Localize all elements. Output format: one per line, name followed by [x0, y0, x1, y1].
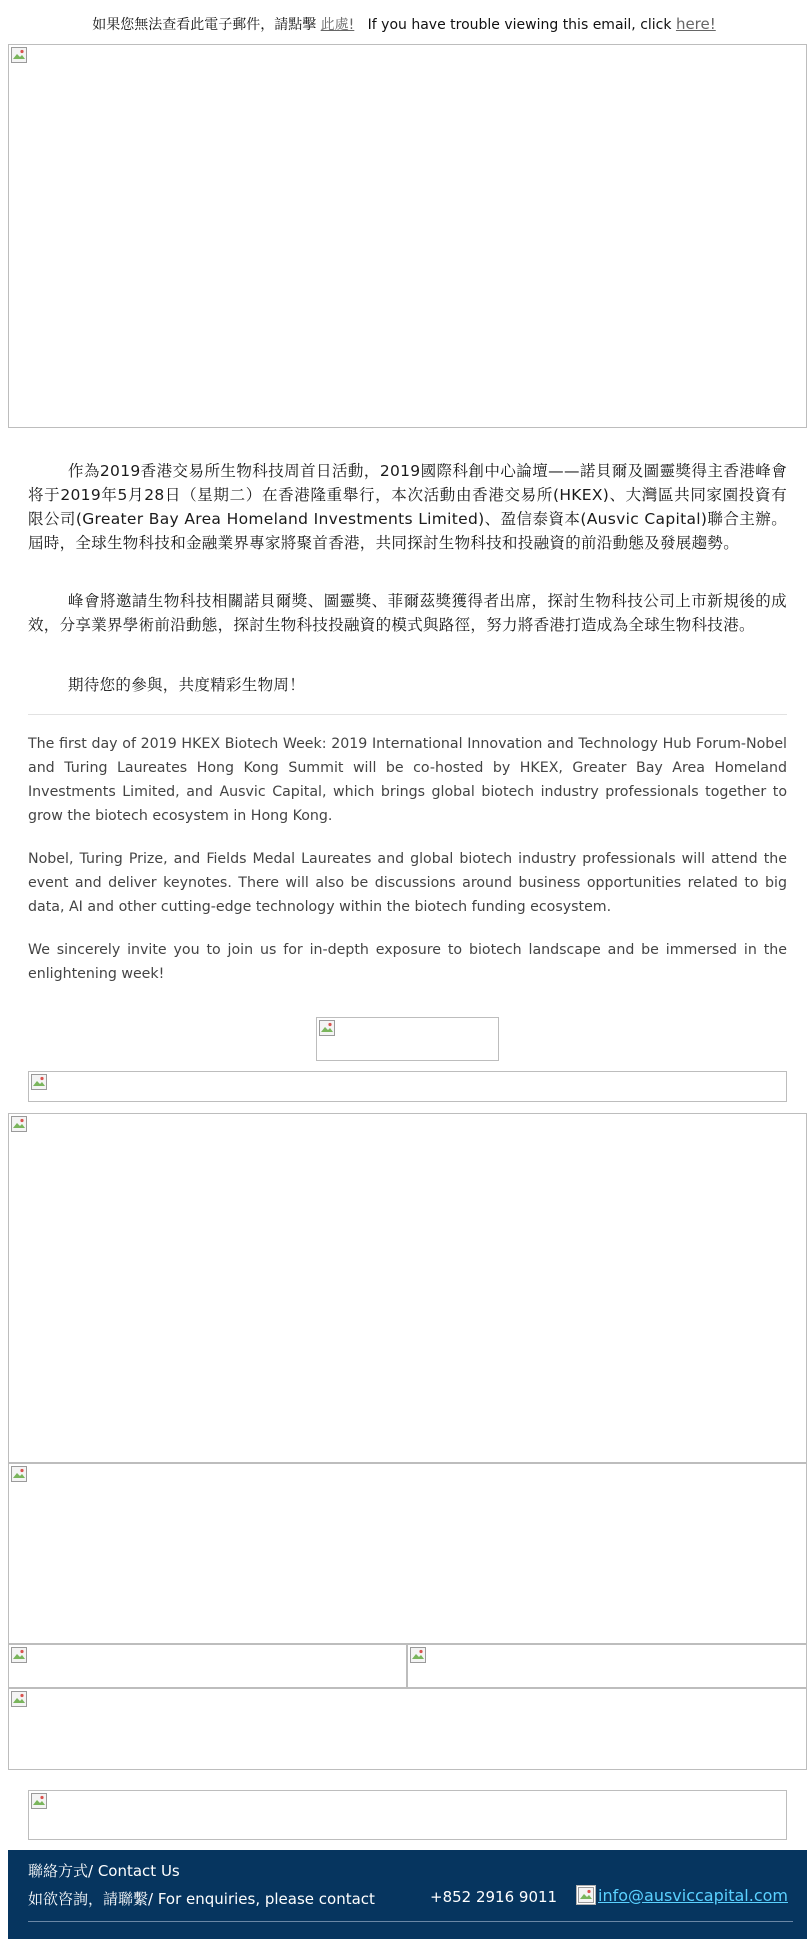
english-paragraph-2: Nobel, Turing Prize, and Fields Medal Laureates and global biotech industry professionals will attend the event and deliver keynotes. There will also be discussions around business opportunities related to big data, AI and other cutting-edge technology within the biotech funding ecosystem.	[28, 851, 787, 915]
view-online-bar	[0, 14, 808, 34]
right-button-image[interactable]	[407, 1644, 807, 1688]
email-link[interactable]: info@ausviccapital.com	[598, 1885, 788, 1905]
broken-image-icon	[578, 1887, 594, 1903]
english-paragraph-1: The first day of 2019 HKEX Biotech Week: 2019 International Innovation and Technology Hub Forum-Nobel and Turing Laureates Hong Kong Summit will be co-hosted by HKEX, Greater Bay Area Homeland Investments Limited, and Ausvic Capital, which brings global biotech industry professionals together to grow the biotech ecosystem in Hong Kong.	[28, 736, 787, 824]
view-online-en-text: If you have trouble viewing this email, click	[367, 17, 672, 33]
broken-image-icon	[11, 1691, 27, 1707]
organizers-image	[8, 1688, 807, 1770]
contact-footer	[8, 1850, 807, 1939]
footer-divider	[28, 1921, 793, 1922]
broken-image-icon	[11, 47, 27, 63]
view-online-cn-link[interactable]: 此處!	[320, 17, 355, 33]
enquiry-text: 如欲咨詢，請聯繫/ For enquiries, please contact	[28, 1890, 375, 1908]
broken-image-icon	[31, 1793, 47, 1809]
english-paragraph-3: We sincerely invite you to join us for in-depth exposure to biotech landscape and be immersed in the enlightening week!	[28, 942, 787, 982]
chinese-paragraph-2: 峰會將邀請生物科技相關諾貝爾獎、圖靈獎、菲爾茲獎獲得者出席，探討生物科技公司上市新規後的成效，分享業界學術前沿動態，探討生物科技投融資的模式與路徑，努力將香港打造成為全球生物科技港。	[28, 592, 787, 634]
thin-banner-image	[28, 1071, 787, 1102]
chinese-paragraph-1: 作為2019香港交易所生物科技周首日活動，2019國際科創中心論壇——諾貝爾及圖靈獎得主香港峰會将于2019年5月28日（星期二）在香港隆重舉行，本次活動由香港交易所(HKEX)、大灣區共同家園投資有限公司(Greater Bay Area Homeland Investments Limited)、盈信泰資本(Ausvic Capital)聯合主辦。屆時，全球生物科技和金融業界專家將聚首香港，共同探討生物科技和投融資的前沿動態及發展趨勢。	[28, 462, 787, 552]
broken-image-icon	[11, 1647, 27, 1663]
broken-image-icon	[31, 1074, 47, 1090]
header-banner-image	[8, 44, 807, 428]
broken-image-icon	[410, 1647, 426, 1663]
contact-row	[28, 1885, 793, 1912]
broken-image-icon	[319, 1020, 335, 1036]
view-online-cn-text: 如果您無法查看此電子郵件，請點擊	[92, 17, 317, 33]
mail-image-icon	[576, 1885, 596, 1905]
section-divider	[28, 714, 787, 715]
phone-number: +852 2916 9011	[430, 1888, 558, 1906]
email-link-group[interactable]	[576, 1885, 788, 1905]
sponsors-image	[28, 1790, 787, 1840]
speakers-image	[8, 1463, 807, 1644]
contact-title: 聯絡方式/ Contact Us	[28, 1862, 180, 1880]
view-online-en-link[interactable]: here!	[675, 15, 716, 33]
register-button-image[interactable]	[316, 1017, 499, 1061]
broken-image-icon	[11, 1466, 27, 1482]
agenda-image	[8, 1113, 807, 1463]
chinese-paragraph-3: 期待您的參與，共度精彩生物周！	[68, 676, 306, 694]
left-button-image[interactable]	[8, 1644, 407, 1688]
broken-image-icon	[11, 1116, 27, 1132]
